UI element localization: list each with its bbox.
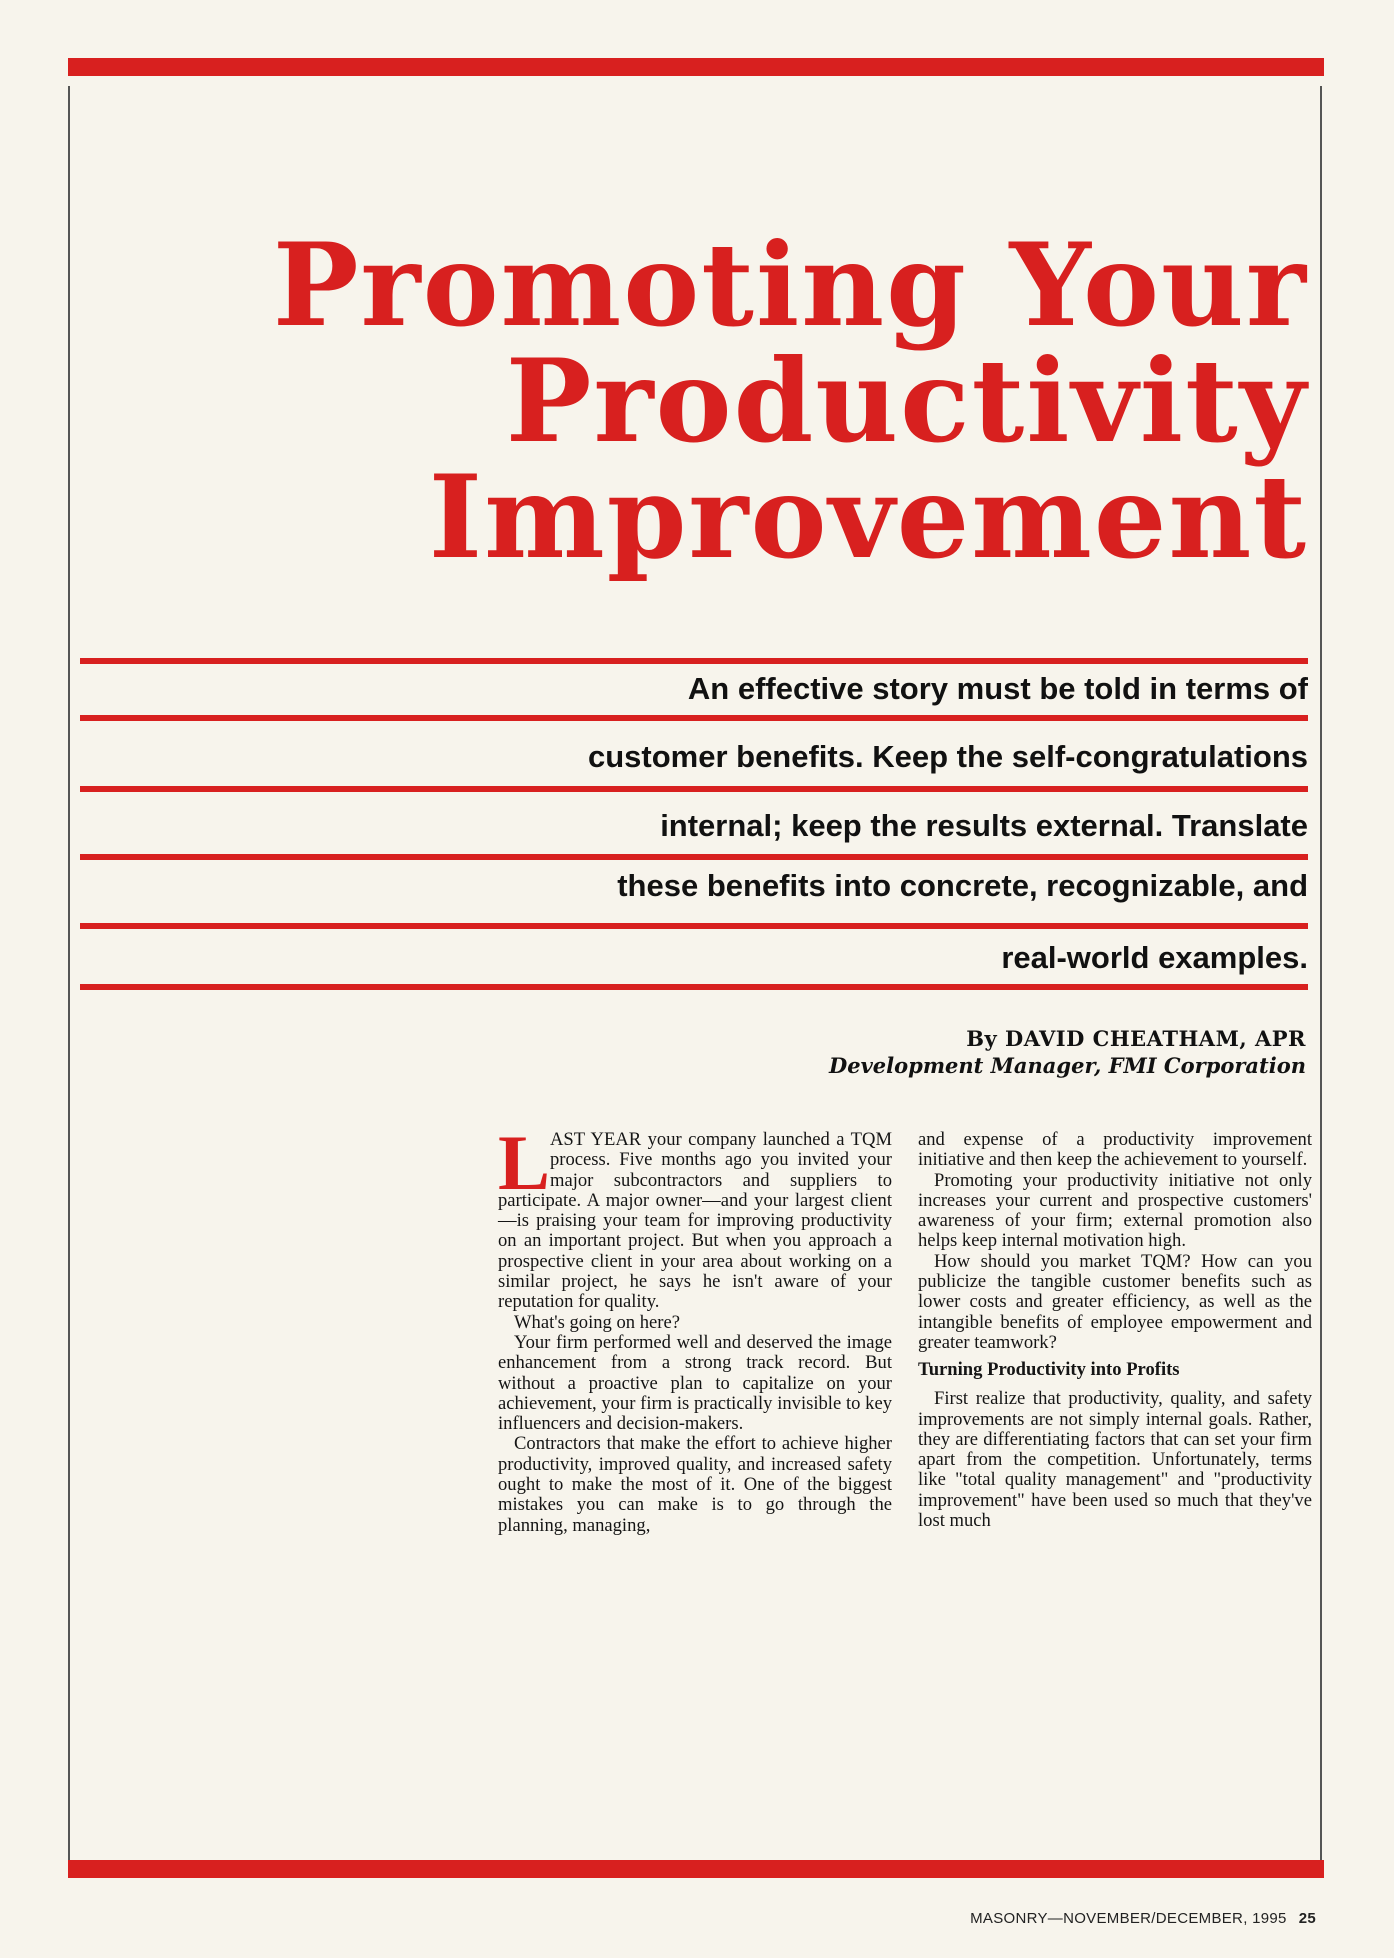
body-paragraph-text: AST YEAR your company launched a TQM process. Five months ago you invited your major subcontractors and suppliers to participate. A major owner—and your largest client—is praising your team for improving productivity on an important project. But when you approach a prospective client in your area about working on a similar project, he says he isn't aware of your reputation for quality. <box>498 1129 892 1313</box>
body-paragraph: Contractors that make the effort to achieve higher productivity, improved quality, and increased safety ought to make the most of it. One of the biggest mistakes you can make is to go through the planning, managing, <box>498 1433 892 1536</box>
body-paragraph: Promoting your productivity initiative not only increases your current and prospective customers' awareness of your firm; external promotion also helps keep internal motivation high. <box>918 1169 1312 1252</box>
body-paragraph: and expense of a productivity improvement initiative and then keep the achievement to yourself. <box>918 1129 1312 1171</box>
deck-rule-1 <box>80 658 1308 664</box>
body-paragraph <box>498 1119 892 1313</box>
headline-line-2: Productivity <box>505 334 1308 468</box>
drop-cap-letter: L <box>498 1119 551 1206</box>
top-red-bar <box>68 58 1324 76</box>
headline-line-3: Improvement <box>428 450 1308 584</box>
deck-rule-4 <box>80 854 1308 860</box>
right-frame-line <box>1320 86 1322 1862</box>
deck-rule-3 <box>80 786 1308 792</box>
author-name: By DAVID CHEATHAM, APR <box>966 1026 1306 1051</box>
body-paragraph: First realize that productivity, quality, and safety improvements are not simply internal goals. Rather, they are differentiating factors that can set your firm apart from the competition. Unfortunately, terms like "total quality management" and "productivity improvement" have been used so much that they've lost much <box>918 1388 1312 1532</box>
drop-cap <box>498 1119 551 1206</box>
body-column-left <box>498 1119 892 1536</box>
bottom-red-bar <box>68 1860 1324 1878</box>
page-number: 25 <box>1298 1910 1316 1927</box>
publication-info: MASONRY—NOVEMBER/DECEMBER, 1995 <box>970 1910 1287 1927</box>
section-subhead: Turning Productivity into Profits <box>918 1359 1180 1381</box>
body-paragraph: What's going on here? <box>514 1311 680 1333</box>
deck-line-4: these benefits into concrete, recognizable, and <box>617 868 1308 903</box>
page-footer <box>970 1910 1316 1928</box>
article-headline <box>208 218 1308 584</box>
deck-line-1: An effective story must be told in terms of <box>687 671 1308 706</box>
body-column-right <box>918 1130 1312 1531</box>
deck-rule-2 <box>80 715 1308 721</box>
left-frame-line <box>68 86 70 1862</box>
deck-rule-5 <box>80 923 1308 929</box>
headline-line-1: Promoting Your <box>272 218 1308 352</box>
deck-rule-6 <box>80 984 1308 990</box>
byline <box>506 1025 1306 1079</box>
deck-line-3: internal; keep the results external. Translate <box>660 808 1308 843</box>
body-paragraph: How should you market TQM? How can you publicize the tangible customer benefits such as lower costs and greater efficiency, as well as the intangible benefits of employee empowerment and greater teamwork? <box>918 1250 1312 1353</box>
deck-line-2: customer benefits. Keep the self-congratulations <box>587 739 1308 774</box>
deck-line-5: real-world examples. <box>1001 940 1308 975</box>
body-paragraph: Your firm performed well and deserved the image enhancement from a strong track record. But without a proactive plan to capitalize on your achievement, your firm is practically invisible to key influencers and decision-makers. <box>498 1331 892 1435</box>
author-title: Development Manager, FMI Corporation <box>829 1053 1306 1078</box>
